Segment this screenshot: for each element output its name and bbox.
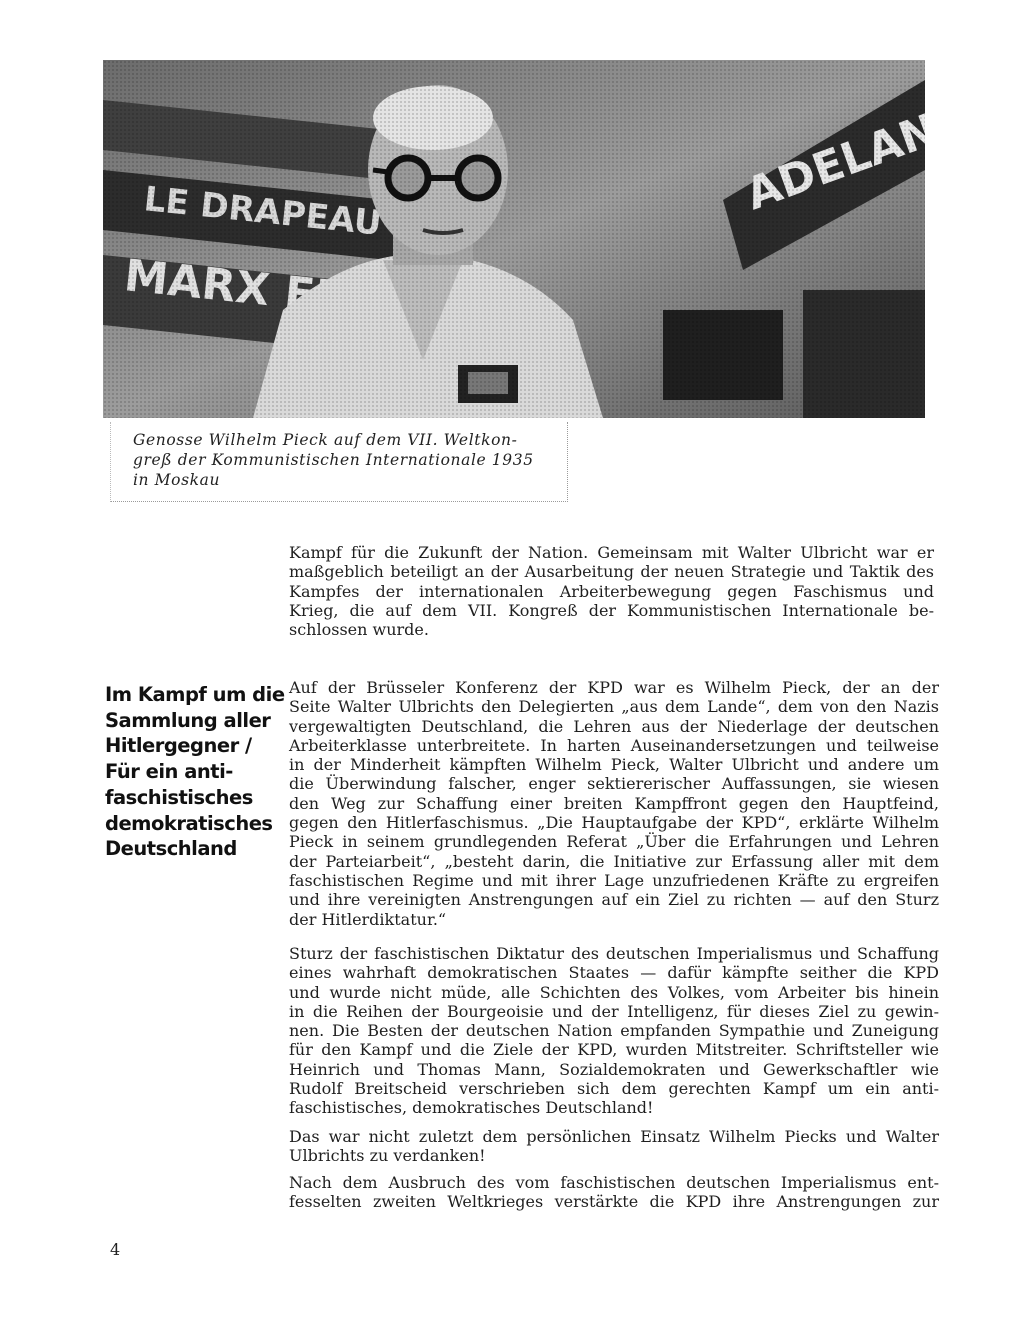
side-heading-line: Für ein anti- xyxy=(105,760,233,784)
text-line: Sturz der faschistischen Diktatur des deutschen Imperialismus und Schaffung xyxy=(289,944,939,963)
paragraph-2 xyxy=(289,944,939,1118)
paragraph-3 xyxy=(289,1127,939,1166)
intro-paragraph xyxy=(289,543,934,639)
text-line: Kampfes der internationalen Arbeiterbewegung gegen Faschismus und xyxy=(289,581,934,601)
text-line: Nach dem Ausbruch des vom faschistischen deutschen Imperialismus ent- xyxy=(289,1173,939,1192)
text-line: schlossen wurde. xyxy=(289,620,429,640)
text-line: in die Reihen der Bourgeoisie und der Intelligenz, für dieses Ziel zu gewin- xyxy=(289,1001,939,1021)
side-heading-line: Deutschland xyxy=(105,837,237,861)
paragraph-4 xyxy=(289,1173,939,1212)
paragraph-1 xyxy=(289,678,939,929)
side-heading-line: demokratisches xyxy=(105,811,273,835)
text-line: Das war nicht zuletzt dem persönlichen Einsatz Wilhelm Piecks und Walter xyxy=(289,1127,939,1146)
text-line: der Hitlerdiktatur.“ xyxy=(289,909,447,929)
photo-caption-box xyxy=(110,422,568,502)
text-line: Auf der Brüsseler Konferenz der KPD war es Wilhelm Pieck, der an der xyxy=(289,678,939,697)
text-line: faschistisches, demokratisches Deutschland! xyxy=(289,1098,654,1118)
speaker-photo xyxy=(103,60,925,418)
text-line: Krieg, die auf dem VII. Kongreß der Kommunistischen Internationale be- xyxy=(289,600,934,620)
text-line: Seite Walter Ulbrichts den Delegierten „aus dem Lande“, dem von den Nazis xyxy=(289,697,939,717)
text-line: und wurde nicht müde, alle Schichten des Volkes, vom Arbeiter bis hinein xyxy=(289,982,939,1002)
text-line: für den Kampf und die Ziele der KPD, wurden Mitstreiter. Schriftsteller wie xyxy=(289,1040,939,1060)
text-line: Kampf für die Zukunft der Nation. Gemeinsam mit Walter Ulbricht war er xyxy=(289,543,934,562)
caption-line: Genosse Wilhelm Pieck auf dem VII. Weltkon- xyxy=(133,431,518,449)
text-line: der Parteiarbeit“, „besteht darin, die Initiative zur Erfassung aller mit dem xyxy=(289,851,939,871)
text-line: den Weg zur Schaffung einer breiten Kampffront gegen den Hauptfeind, xyxy=(289,793,939,813)
caption-line: greß der Kommunistischen Internationale 1935 xyxy=(133,451,534,469)
side-heading-line: Sammlung aller xyxy=(105,708,271,732)
caption-line: in Moskau xyxy=(133,471,221,489)
side-heading-line: Im Kampf um die xyxy=(105,683,285,706)
text-line: fesselten zweiten Weltkrieges verstärkte die KPD ihre Anstrengungen zur xyxy=(289,1192,939,1212)
text-line: vergewaltigten Deutschland, die Lehren aus der Niederlage der deutschen xyxy=(289,716,939,736)
text-line: faschistischen Regime und mit ihrer Lage unzufriedenen Kräfte zu ergreifen xyxy=(289,870,939,890)
side-heading-line: faschistisches xyxy=(105,785,253,809)
text-line: Pieck in seinem grundlegenden Referat „Über die Erfahrungen und Lehren xyxy=(289,832,939,852)
text-line: in der Minderheit kämpften Wilhelm Pieck, Walter Ulbricht und andere um xyxy=(289,755,939,775)
text-line: eines wahrhaft demokratischen Staates — dafür kämpfte seither die KPD xyxy=(289,963,939,983)
text-line: Rudolf Breitscheid verschrieben sich dem gerechten Kampf um ein anti- xyxy=(289,1079,939,1099)
text-line: Ulbrichts zu verdanken! xyxy=(289,1146,486,1166)
photo-caption xyxy=(133,430,557,490)
photo-illustration xyxy=(103,60,925,418)
text-line: gegen den Hitlerfaschismus. „Die Hauptaufgabe der KPD“, erklärte Wilhelm xyxy=(289,813,939,833)
text-line: maßgeblich beteiligt an der Ausarbeitung der neuen Strategie und Taktik des xyxy=(289,562,934,582)
page-number: 4 xyxy=(110,1240,121,1259)
text-line: die Überwindung falscher, enger sektiererischer Auffassungen, sie wiesen xyxy=(289,774,939,794)
text-line: Heinrich und Thomas Mann, Sozialdemokraten und Gewerkschaftler wie xyxy=(289,1059,939,1079)
text-line: und ihre vereinigten Anstrengungen auf ein Ziel zu richten — auf den Sturz xyxy=(289,890,939,910)
side-heading-line: Hitlergegner / xyxy=(105,734,252,758)
text-line: nen. Die Besten der deutschen Nation empfanden Sympathie und Zuneigung xyxy=(289,1021,939,1041)
side-heading xyxy=(105,682,285,862)
text-line: Arbeiterklasse unterbreitete. In harten Auseinandersetzungen und teilweise xyxy=(289,735,939,755)
